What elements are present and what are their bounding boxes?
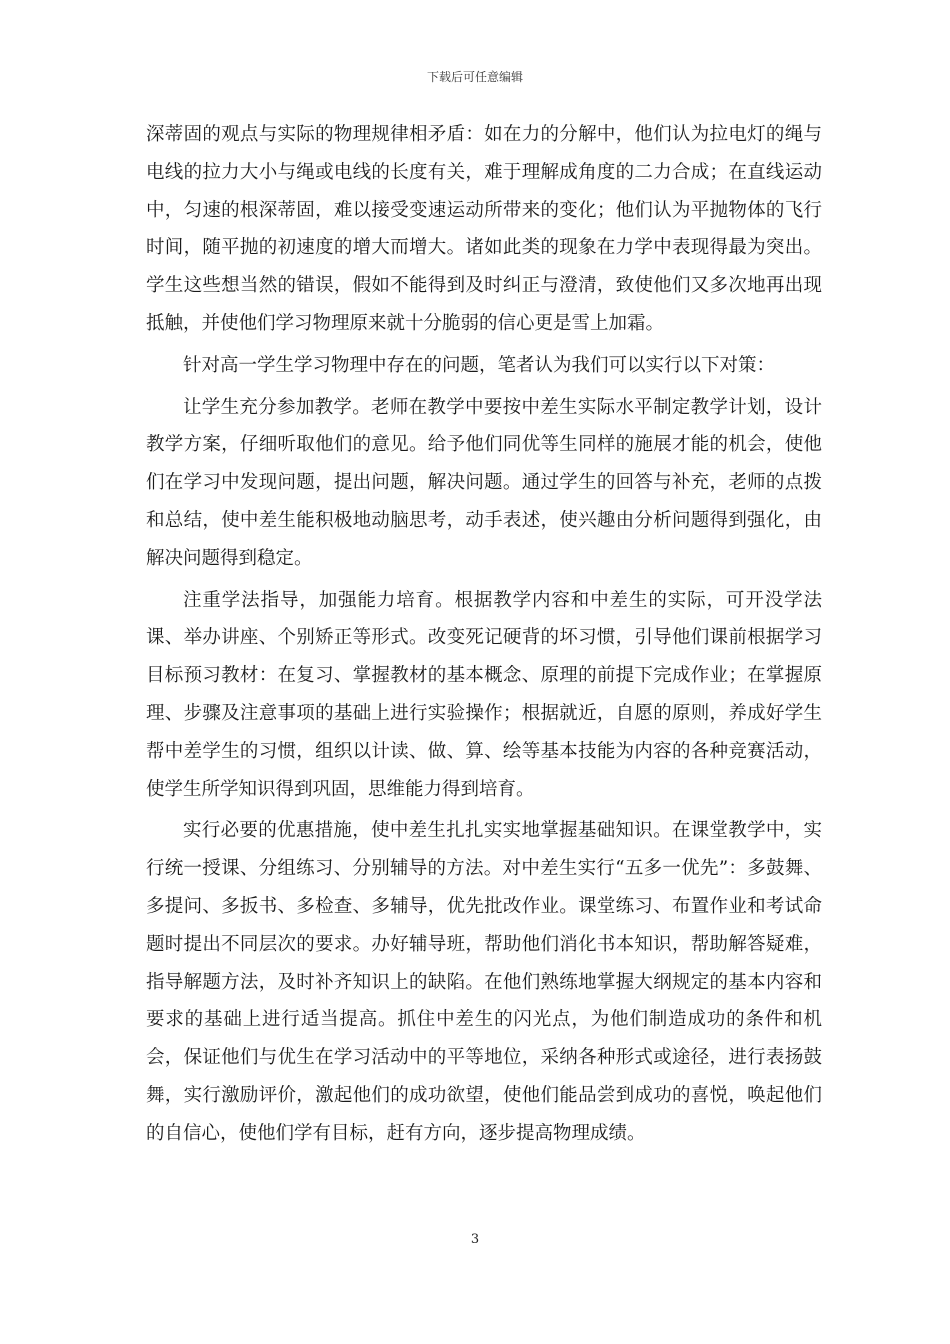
paragraph-continuation: 深蒂固的观点与实际的物理规律相矛盾：如在力的分解中，他们认为拉电灯的绳与电线的拉力大小与绳或电线的长度有关，难于理解成角度的二力合成；在直线运动中，匀速的根深蒂固，难以接受变速运动所带来的变化；他们认为平抛物体的飞行时间，随平抛的初速度的增大而增大。诸如此类的现象在力学中表现得最为突出。学生这些想当然的错误，假如不能得到及时纠正与澄清，致使他们又多次地再出现抵触，并使他们学习物理原来就十分脆弱的信心更是雪上加霜。 — [146, 124, 822, 334]
paragraph-strategy-method: 注重学法指导，加强能力培育。根据教学内容和中差生的实际，可开没学法课、举办讲座、个别矫正等形式。改变死记硬背的坏习惯，引导他们课前根据学习目标预习教材：在复习、掌握教材的基本概念、原理的前提下完成作业；在掌握原理、步骤及注意事项的基础上进行实验操作；根据就近，自愿的原则，养成好学生帮中差学生的习惯，组织以计读、做、算、绘等基本技能为内容的各种竞赛活动，使学生所学知识得到巩固，思维能力得到培育。 — [146, 589, 822, 800]
page-header: 下载后可任意编辑 — [426, 70, 523, 84]
paragraph-intro: 针对高一学生学习物理中存在的问题，笔者认为我们可以实行以下对策： — [183, 354, 776, 376]
page-number: 3 — [470, 1232, 480, 1247]
document-body — [146, 116, 822, 1157]
paragraph-strategy-measures: 实行必要的优惠措施，使中差生扎扎实实地掌握基础知识。在课堂教学中，实行统一授课、分组练习、分别辅导的方法。对中差生实行“五多一优先”：多鼓舞、多提问、多扳书、多检查、多辅导，优先批改作业。课堂练习、布置作业和考试命题时提出不同层次的要求。办好辅导班，帮助他们消化书本知识，帮助解答疑难，指导解题方法，及时补齐知识上的缺陷。在他们熟练地掌握大纲规定的基本内容和要求的基础上进行适当提高。抓住中差生的闪光点，为他们制造成功的条件和机会，保证他们与优生在学习活动中的平等地位，采纳各种形式或途径，进行表扬鼓舞，实行激励评价，激起他们的成功欲望，使他们能品尝到成功的喜悦，唤起他们的自信心，使他们学有目标，赶有方向，逐步提高物理成绩。 — [146, 820, 822, 1144]
paragraph-strategy-participation: 让学生充分参加教学。老师在教学中要按中差生实际水平制定教学计划，设计教学方案，仔细听取他们的意见。给予他们同优等生同样的施展才能的机会，使他们在学习中发现问题，提出问题，解决问题。通过学生的回答与补充，老师的点拨和总结，使中差生能积极地动脑思考，动手表述，使兴趣由分析问题得到强化，由解决问题得到稳定。 — [146, 396, 822, 569]
